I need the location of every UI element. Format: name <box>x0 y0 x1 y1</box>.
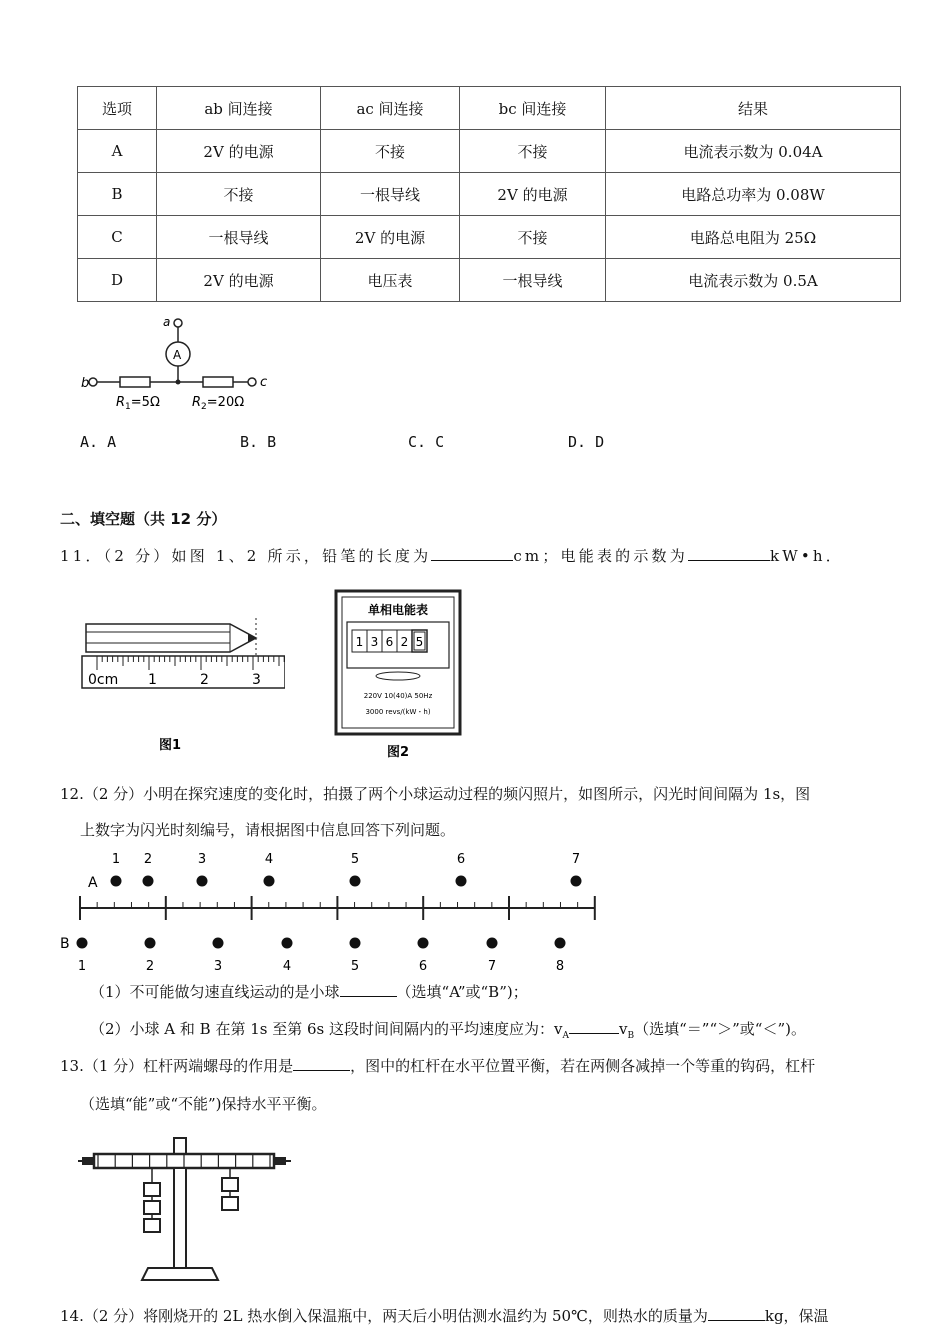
terminal-a-label: a <box>163 315 171 329</box>
table-row <box>78 259 901 302</box>
q12-answer-blank-1[interactable] <box>340 982 397 997</box>
ball-b-number: 7 <box>487 959 497 974</box>
ruler-label-2: 2 <box>200 672 209 688</box>
q12-sub2-hint: （选填“＝”“＞”或“＜”)。 <box>634 1020 806 1038</box>
right-weights <box>222 1178 238 1210</box>
ball-a-number: 2 <box>143 852 153 867</box>
meter-title: 单相电能表 <box>367 603 429 617</box>
circuit-diagram <box>78 312 278 412</box>
ball-a-label: A <box>88 875 98 891</box>
r2-label: $R_2=20\Omega$ <box>192 395 245 412</box>
table-cell: 不接 <box>321 130 460 173</box>
ball-b-number: 8 <box>555 959 565 974</box>
q12-sub1-text: （1）不可能做匀速直线运动的是小球 <box>90 983 340 1001</box>
table-cell: A <box>78 130 157 173</box>
table-cell: 一根导线 <box>460 259 606 302</box>
table-header: ab 间连接 <box>157 87 321 130</box>
lever-diagram <box>78 1135 293 1285</box>
q13-text-2: ，图中的杠杆在水平位置平衡，若在两侧各减掉一个等重的钩码，杠杆 <box>350 1057 816 1075</box>
ball-a-number: 4 <box>264 852 274 867</box>
meter-digit: 2 <box>400 635 409 649</box>
terminal-b-label: b <box>81 376 90 391</box>
q11-unit-text-2: kW•h． <box>769 547 844 565</box>
options-table <box>77 86 901 302</box>
q14-text-2: kg，保温 <box>764 1307 829 1325</box>
ball-a-dot <box>456 876 467 887</box>
q13-answer-blank[interactable] <box>293 1056 350 1071</box>
ball-a-dot <box>143 876 154 887</box>
q12-sub-b: B <box>627 1031 635 1041</box>
ruler-ticks <box>97 656 284 670</box>
terminal-b <box>89 378 97 386</box>
right-nut <box>274 1157 286 1165</box>
table-cell: 不接 <box>157 173 321 216</box>
ball-a-positions <box>111 852 582 887</box>
table-header: ac 间连接 <box>321 87 460 130</box>
question-12-line-1: 12.（2 分）小明在探究速度的变化时，拍摄了两个小球运动过程的频闪照片，如图所示，闪光时间间隔为 1s，图 <box>60 785 811 803</box>
ruler-label-1: 1 <box>148 672 157 688</box>
table-cell: 电压表 <box>321 259 460 302</box>
ball-b-dot <box>145 938 156 949</box>
meter-digit: 1 <box>355 635 364 649</box>
ball-a-number: 7 <box>571 852 581 867</box>
table-header: bc 间连接 <box>460 87 606 130</box>
ball-a-dot <box>111 876 122 887</box>
question-12-sub-2 <box>90 1018 806 1041</box>
q11-answer-blank-1[interactable] <box>431 546 513 561</box>
question-12-line-2: 上数字为闪光时刻编号，请根据图中信息回答下列问题。 <box>80 821 456 839</box>
ball-b-dot <box>487 938 498 949</box>
table-cell: 2V 的电源 <box>157 130 321 173</box>
left-weights <box>144 1183 160 1232</box>
q14-answer-blank[interactable] <box>708 1306 765 1321</box>
table-cell: C <box>78 216 157 259</box>
lever-base <box>142 1268 218 1280</box>
choice-b[interactable]: B. B <box>240 433 277 451</box>
figure-2-energy-meter <box>333 588 463 763</box>
terminal-a <box>174 319 182 327</box>
section-heading: 二、填空题（共 12 分） <box>60 510 227 528</box>
table-cell: 不接 <box>460 216 606 259</box>
q12-answer-blank-2[interactable] <box>569 1019 619 1034</box>
figure-1-caption: 图1 <box>159 738 182 753</box>
ball-a-number: 6 <box>456 852 466 867</box>
q14-text: 14.（2 分）将刚烧开的 2L 热水倒入保温瓶中，两天后小明估测水温约为 50℃，则热水的质量为 <box>60 1307 708 1325</box>
ball-a-dot <box>264 876 275 887</box>
table-cell: 电路总电阻为 25Ω <box>606 216 901 259</box>
left-nut <box>82 1157 94 1165</box>
table-row <box>78 130 901 173</box>
ball-b-number: 6 <box>418 959 428 974</box>
table-cell: 一根导线 <box>321 173 460 216</box>
ball-b-label: B <box>60 936 70 952</box>
q12-v-label: v <box>619 1020 628 1038</box>
figure-1-pencil-ruler <box>80 612 285 762</box>
resistor-r2 <box>203 377 233 387</box>
r1-label: $R_1=5\Omega$ <box>116 395 160 412</box>
question-14 <box>60 1305 829 1326</box>
table-cell: 2V 的电源 <box>460 173 606 216</box>
table-cell: 电流表示数为 0.5A <box>606 259 901 302</box>
ball-b-dot <box>282 938 293 949</box>
ball-b-number: 2 <box>145 959 155 974</box>
q13-text: 13.（1 分）杠杆两端螺母的作用是 <box>60 1057 294 1075</box>
ball-a-number: 3 <box>197 852 207 867</box>
choice-c[interactable]: C. C <box>408 433 445 451</box>
ammeter-label: A <box>173 348 182 362</box>
table-cell: 2V 的电源 <box>157 259 321 302</box>
ball-b-dot <box>77 938 88 949</box>
question-13-line-1 <box>60 1055 815 1076</box>
terminal-c-label: c <box>260 375 268 390</box>
ball-a-dot <box>350 876 361 887</box>
figure-2-caption: 图2 <box>386 745 410 760</box>
ball-a-number: 5 <box>350 852 360 867</box>
ball-b-number: 1 <box>77 959 87 974</box>
choice-d[interactable]: D. D <box>568 433 605 451</box>
choice-a[interactable]: A. A <box>80 433 117 451</box>
resistor-r1 <box>120 377 150 387</box>
q12-sub1-hint: （选填“A”或“B”)； <box>396 983 528 1001</box>
lever-stand <box>174 1168 186 1268</box>
strobe-photo-diagram <box>58 846 608 976</box>
meter-disc <box>376 672 420 680</box>
ball-b-dot <box>350 938 361 949</box>
ball-b-dot <box>555 938 566 949</box>
ruler-label-0: 0cm <box>88 672 119 688</box>
ball-b-dot <box>418 938 429 949</box>
table-cell: 一根导线 <box>157 216 321 259</box>
terminal-c <box>248 378 256 386</box>
question-11 <box>60 545 844 566</box>
question-12-sub-1 <box>90 981 528 1002</box>
q12-sub-a: A <box>562 1031 570 1041</box>
table-cell: 不接 <box>460 130 606 173</box>
ruler-label-3: 3 <box>252 672 261 688</box>
meter-digit: 3 <box>370 635 379 649</box>
question-13-line-2: （选填“能”或“不能”)保持水平平衡。 <box>80 1095 327 1113</box>
meter-spec-1: 220V 10(40)A 50Hz <box>363 692 433 700</box>
ball-b-dot <box>213 938 224 949</box>
q11-answer-blank-2[interactable] <box>688 546 770 561</box>
ball-a-number: 1 <box>111 852 121 867</box>
table-row <box>78 216 901 259</box>
q12-sub2-text: （2）小球 A 和 B 在第 1s 至第 6s 这段时间间隔内的平均速度应为：v <box>90 1020 563 1038</box>
table-header: 结果 <box>606 87 901 130</box>
table-cell: 2V 的电源 <box>321 216 460 259</box>
ball-b-number: 5 <box>350 959 360 974</box>
meter-spec-2: 3000 revs/(kW・h) <box>365 708 431 716</box>
table-row <box>78 173 901 216</box>
table-cell: D <box>78 259 157 302</box>
meter-digit: 6 <box>385 635 394 649</box>
table-cell: 电流表示数为 0.04A <box>606 130 901 173</box>
meter-digits <box>352 630 427 652</box>
ball-b-positions <box>77 938 566 975</box>
table-header: 选项 <box>78 87 157 130</box>
ball-a-dot <box>197 876 208 887</box>
table-cell: 电路总功率为 0.08W <box>606 173 901 216</box>
ball-b-number: 3 <box>213 959 223 974</box>
q11-text: 11．（2 分）如图 1、2 所示，铅笔的长度为 <box>60 547 432 565</box>
table-cell: B <box>78 173 157 216</box>
q11-unit-text: cm；电能表的示数为 <box>513 547 688 565</box>
meter-digit: 5 <box>415 635 424 649</box>
ball-b-number: 4 <box>282 959 292 974</box>
ball-a-dot <box>571 876 582 887</box>
table-header-row <box>78 87 901 130</box>
